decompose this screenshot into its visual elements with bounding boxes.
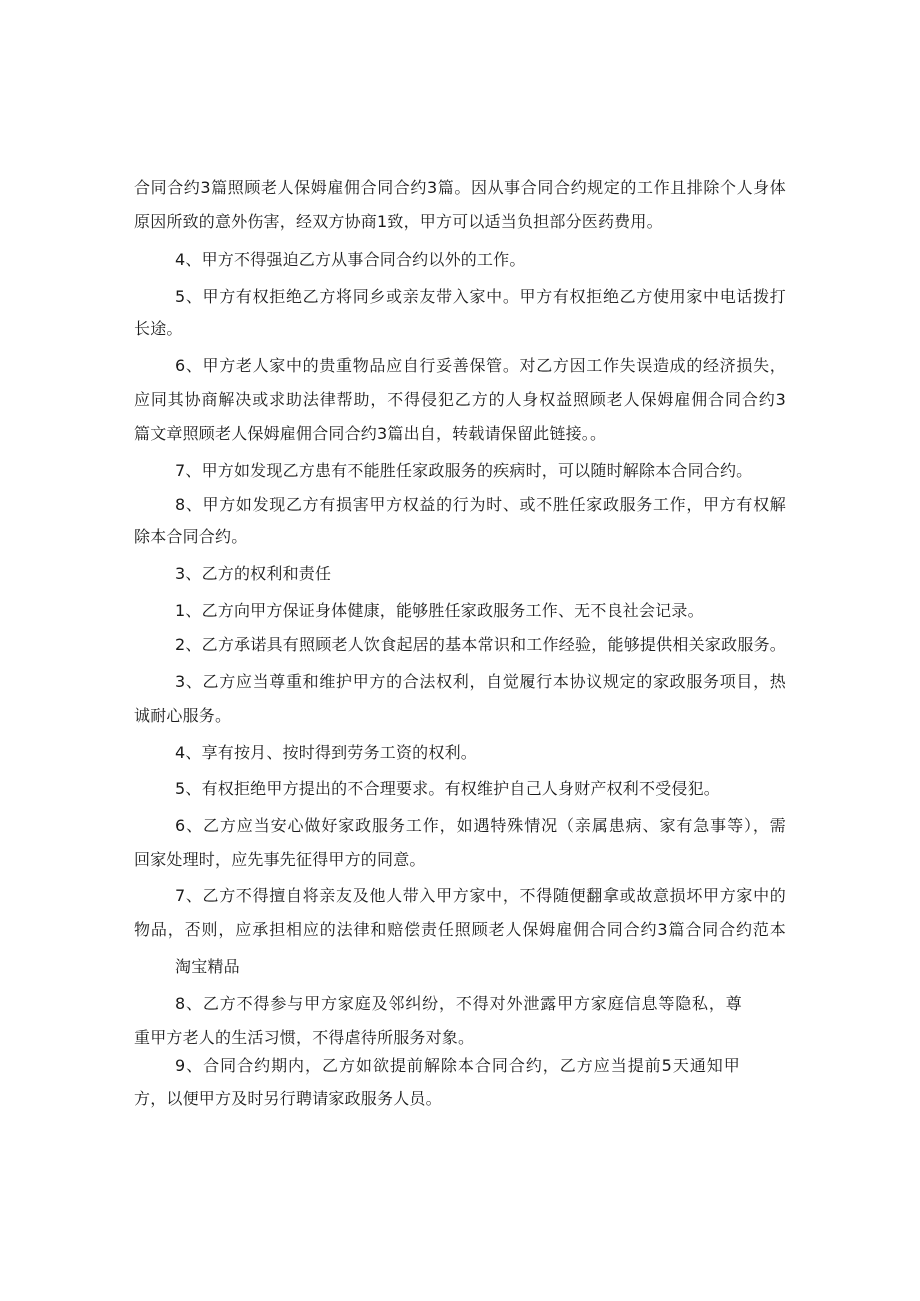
- text-line: 8、乙方不得参与甲方家庭及邻纠纷，不得对外泄露甲方家庭信息等隐私，尊: [175, 994, 742, 1013]
- text-line: 1、乙方向甲方保证身体健康，能够胜任家政服务工作、无不良社会记录。: [175, 601, 704, 620]
- text-line: 淘宝精品: [175, 957, 240, 976]
- text-line: 应同其协商解决或求助法律帮助，不得侵犯乙方的人身权益照顾老人保姆雇佣合同合约3: [134, 390, 786, 409]
- text-line: 4、享有按月、按时得到劳务工资的权利。: [175, 743, 477, 762]
- text-line: 3、乙方应当尊重和维护甲方的合法权利，自觉履行本协议规定的家政服务项目，热: [175, 672, 786, 691]
- text-line: 诚耐心服务。: [134, 706, 232, 725]
- text-line: 2、乙方承诺具有照顾老人饮食起居的基本常识和工作经验，能够提供相关家政服务。: [175, 635, 786, 654]
- text-line: 除本合同合约。: [134, 527, 248, 546]
- text-line: 方，以便甲方及时另行聘请家政服务人员。: [134, 1089, 442, 1108]
- text-line: 合同合约3篇照顾老人保姆雇佣合同合约3篇。因从事合同合约规定的工作且排除个人身体: [134, 178, 786, 197]
- section-heading: 3、乙方的权利和责任: [175, 564, 332, 583]
- text-line: 6、甲方老人家中的贵重物品应自行妥善保管。对乙方因工作失误造成的经济损失，: [175, 356, 786, 375]
- text-line: 6、乙方应当安心做好家政服务工作，如遇特殊情况（亲属患病、家有急事等），需: [175, 816, 786, 835]
- text-line: 长途。: [134, 319, 183, 338]
- text-line: 8、甲方如发现乙方有损害甲方权益的行为时、或不胜任家政服务工作，甲方有权解: [175, 495, 786, 514]
- text-line: 5、甲方有权拒绝乙方将同乡或亲友带入家中。甲方有权拒绝乙方使用家中电话拨打: [175, 287, 786, 306]
- text-line: 原因所致的意外伤害，经双方协商1致，甲方可以适当负担部分医药费用。: [134, 212, 663, 231]
- text-line: 5、有权拒绝甲方提出的不合理要求。有权维护自己人身财产权利不受侵犯。: [175, 779, 720, 798]
- text-line: 4、甲方不得强迫乙方从事合同合约以外的工作。: [175, 250, 526, 269]
- text-line: 7、乙方不得擅自将亲友及他人带入甲方家中，不得随便翻拿或故意损坏甲方家中的: [175, 886, 786, 905]
- text-line: 重甲方老人的生活习惯，不得虐待所服务对象。: [134, 1028, 475, 1047]
- text-line: 回家处理时，应先事先征得甲方的同意。: [134, 850, 426, 869]
- text-line: 9、合同合约期内，乙方如欲提前解除本合同合约，乙方应当提前5天通知甲: [175, 1056, 740, 1075]
- text-line: 篇文章照顾老人保姆雇佣合同合约3篇出自，转载请保留此链接。。: [134, 424, 607, 443]
- text-line: 7、甲方如发现乙方患有不能胜任家政服务的疾病时，可以随时解除本合同合约。: [175, 461, 753, 480]
- text-line: 物品，否则，应承担相应的法律和赔偿责任照顾老人保姆雇佣合同合约3篇合同合约范本: [134, 920, 786, 939]
